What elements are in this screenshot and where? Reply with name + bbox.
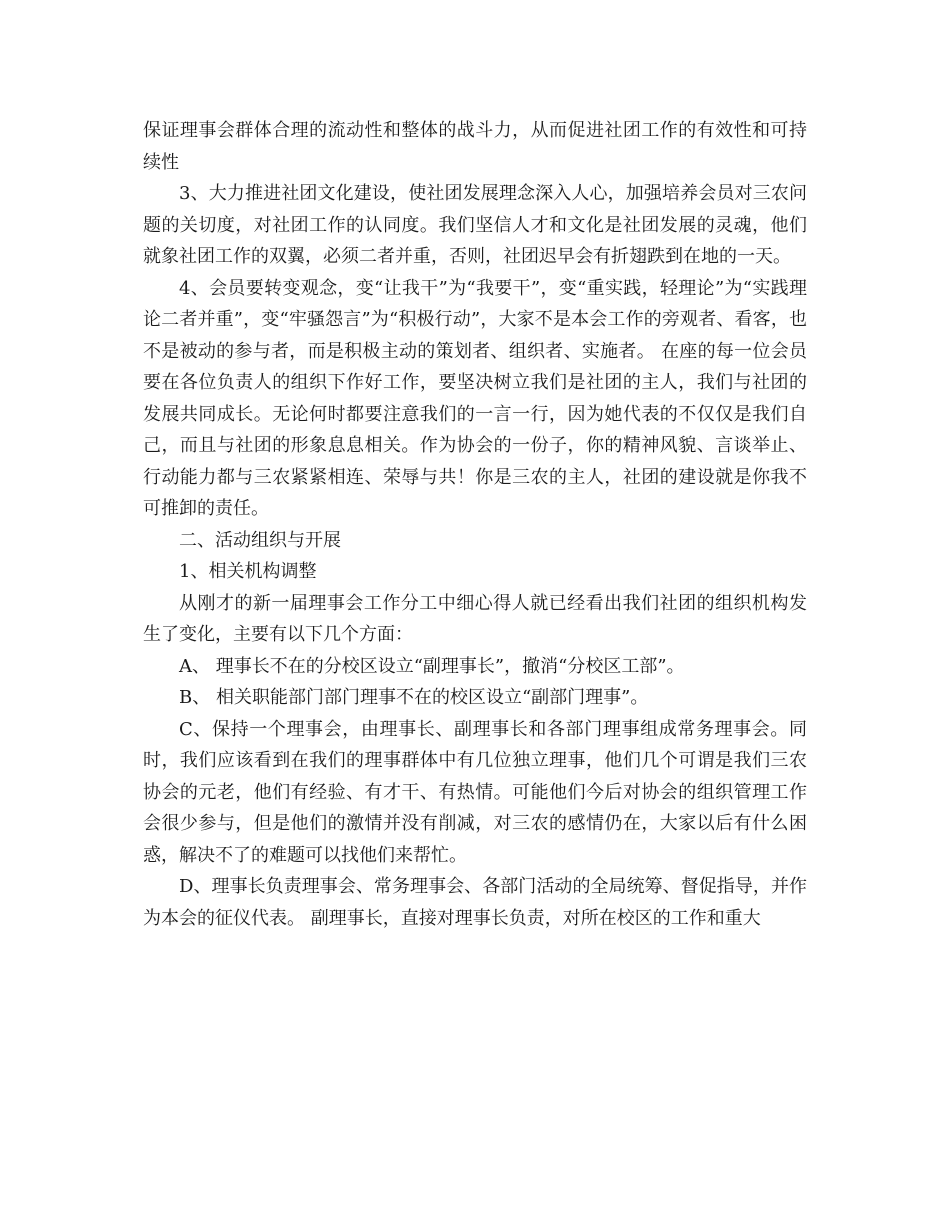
subsection-heading: 1、相关机构调整	[179, 561, 317, 582]
list-item-a: A、 理事长不在的分校区设立“副理事长”，撤消“分校区工部”。	[179, 655, 685, 677]
section-heading: 二、活动组织与开展	[179, 529, 341, 551]
document-body	[143, 115, 807, 934]
list-item-b: B、 相关职能部门部门理事不在的校区设立“副部门理事”。	[179, 687, 649, 708]
paragraph-item-4: 4、会员要转变观念，变“让我干”为“我要干”，变“重实践，轻理论”为“实践理论二者并重”，变“牢骚怨言”为“积极行动”，大家不是本会工作的旁观者、看客，也不是被动的参与者，而是积极主动的策划者、组织者、实施者。 在座的每一位会员要在各位负责人的组织下作好工作，要坚决树立我们是社团的主人，我们与社团的发展共同成长。无论何时都要注意我们的一言一行，因为她代表的不仅仅是我们自己，而且与社团的形象息息相关。作为协会的一份子，你的精神风貌、言谈举止、行动能力都与三农紧紧相连、荣辱与共！你是三农的主人，社团的建设就是你我不可推卸的责任。	[143, 277, 807, 519]
paragraph-continuation: 保证理事会群体合理的流动性和整体的战斗力，从而促进社团工作的有效性和可持续性	[143, 120, 807, 173]
paragraph-item-3: 3、大力推进社团文化建设，使社团发展理念深入人心，加强培养会员对三农问题的关切度，对社团工作的认同度。我们坚信人才和文化是社团发展的灵魂，他们就象社团工作的双翼，必须二者并重，否则，社团迟早会有折翅跌到在地的一天。	[143, 183, 807, 267]
list-item-d: D、理事长负责理事会、常务理事会、各部门活动的全局统筹、督促指导，并作为本会的征仪代表。 副理事长，直接对理事长负责，对所在校区的工作和重大	[143, 876, 807, 929]
paragraph-intro: 从刚才的新一届理事会工作分工中细心得人就已经看出我们社团的组织机构发生了变化，主要有以下几个方面：	[143, 592, 807, 645]
list-item-c: C、保持一个理事会，由理事长、副理事长和各部门理事组成常务理事会。同时，我们应该看到在我们的理事群体中有几位独立理事，他们几个可谓是我们三农协会的元老，他们有经验、有才干、有热情。可能他们今后对协会的组织管理工作会很少参与，但是他们的激情并没有削减，对三农的感情仍在，大家以后有什么困惑，解决不了的难题可以找他们来帮忙。	[143, 718, 807, 866]
